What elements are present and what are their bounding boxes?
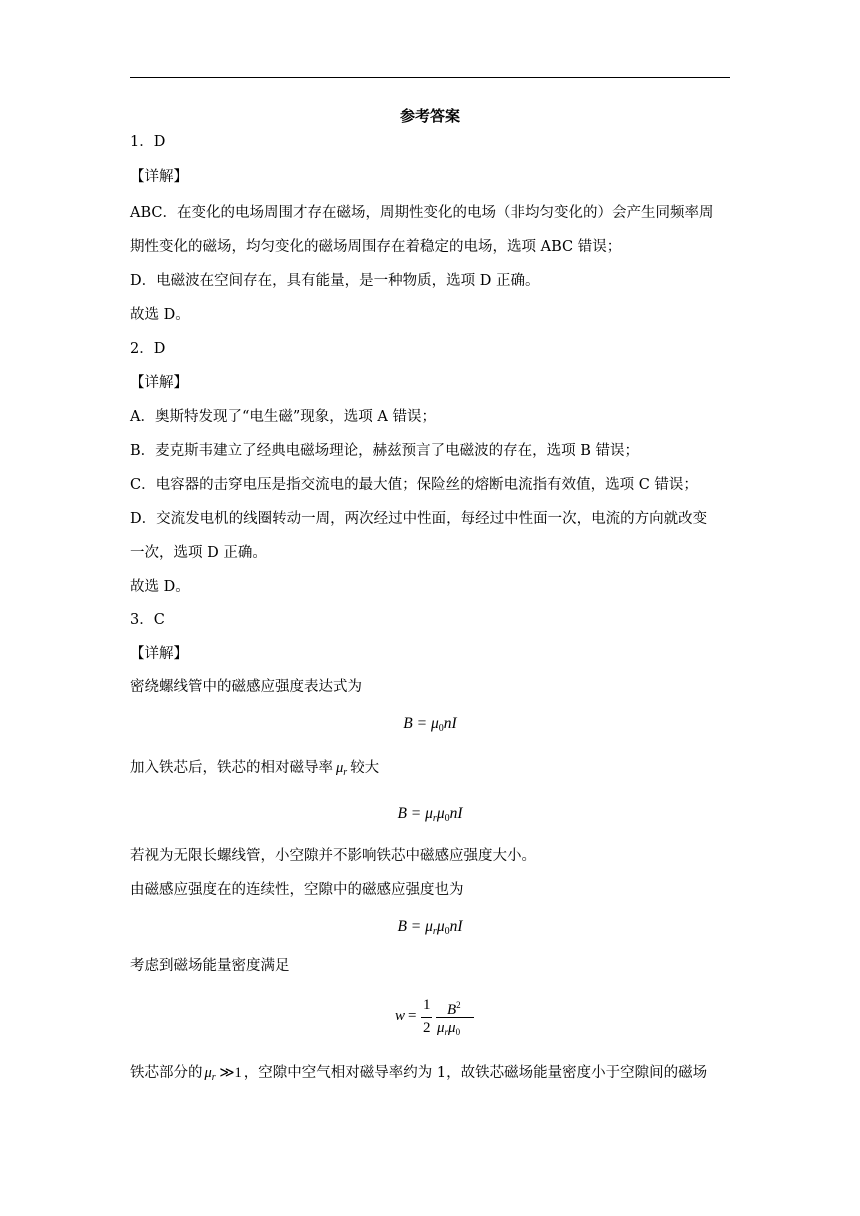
q3-line-1: 密绕螺线管中的磁感应强度表达式为 — [130, 679, 362, 695]
q2-line-b: B．麦克斯韦建立了经典电磁场理论，赫兹预言了电磁波的存在，选项 B 错误； — [130, 443, 640, 459]
q2-line-d: D．交流发电机的线圈转动一周，两次经过中性面，每经过中性面一次，电流的方向就改变 — [130, 511, 708, 527]
header-rule — [130, 77, 730, 78]
q3-answer: 3．C — [130, 612, 165, 628]
q2-conclusion: 故选 D。 — [130, 579, 190, 595]
q3-detail-heading: 【详解】 — [130, 646, 188, 662]
formula-b-mur-mu0-n-i: $B = \mu_r\mu_0nI$ — [397, 805, 463, 824]
q1-line-1: ABC．在变化的电场周围才存在磁场，周期性变化的电场（非均匀变化的）会产生同频率周 — [130, 205, 714, 221]
q3-line-6: 铁芯部分的 $\mu_r$ ≫1 ，空隙中空气相对磁导率约为 1，故铁芯磁场能量密度小于空隙间的磁场 — [130, 1065, 708, 1083]
q1-detail-heading: 【详解】 — [130, 169, 188, 185]
formula-energy-density: w = 1 2 $B^2$ $\mu_r\mu_0$ — [130, 990, 730, 1046]
q2-detail-heading: 【详解】 — [130, 375, 188, 391]
formula-b-repeat: $B = \mu_r\mu_0nI$ — [397, 918, 463, 937]
formula-b-mu0-n-i: $B = \mu_0nI$ — [403, 715, 457, 734]
q2-line-a: A．奥斯特发现了“电生磁”现象，选项 A 错误； — [130, 409, 436, 425]
q1-line-2: 期性变化的磁场，均匀变化的磁场周围存在着稳定的电场，选项 ABC 错误； — [130, 239, 622, 255]
q2-line-c: C．电容器的击穿电压是指交流电的最大值；保险丝的熔断电流指有效值，选项 C 错误； — [130, 477, 698, 493]
q2-answer: 2．D — [130, 341, 166, 357]
page-title: 参考答案 — [399, 107, 460, 125]
q1-answer: 1．D — [130, 134, 166, 150]
q2-line-d-cont: 一次，选项 D 正确。 — [130, 545, 267, 561]
q1-conclusion: 故选 D。 — [130, 307, 190, 323]
q3-line-2: 加入铁芯后，铁芯的相对磁导率 $\mu_r$ 较大 — [130, 760, 380, 778]
q3-line-4: 由磁感应强度在的连续性，空隙中的磁感应强度也为 — [130, 882, 464, 898]
q3-line-3: 若视为无限长螺线管，小空隙并不影响铁芯中磁感应强度大小。 — [130, 848, 536, 864]
q1-line-3: D．电磁波在空间存在，具有能量，是一种物质，选项 D 正确。 — [130, 273, 540, 289]
q3-line-5: 考虑到磁场能量密度满足 — [130, 958, 290, 974]
